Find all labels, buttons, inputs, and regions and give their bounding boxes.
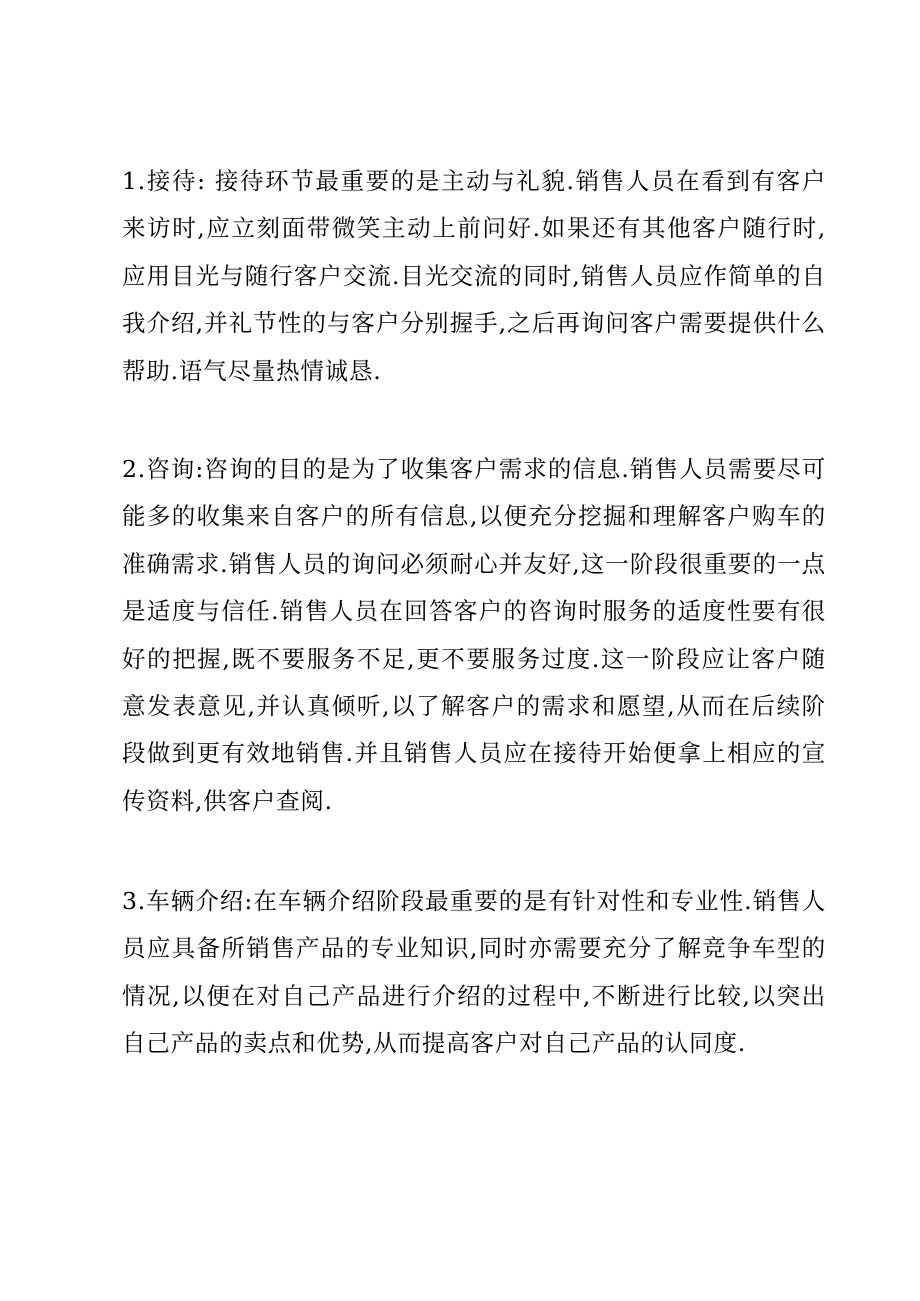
paragraph-reception: 1.接待: 接待环节最重要的是主动与礼貌.销售人员在看到有客户来访时,应立刻面带微笑主动上前问好.如果还有其他客户随行时,应用目光与随行客户交流.目光交流的同时,销售人员应作简单的自我介绍,并礼节性的与客户分别握手,之后再询问客户需要提供什么帮助.语气尽量热情诚恳. bbox=[122, 167, 826, 385]
paragraph-vehicle-introduction: 3.车辆介绍:在车辆介绍阶段最重要的是有针对性和专业性.销售人员应具备所销售产品的专业知识,同时亦需要充分了解竞争车型的情况,以便在对自己产品进行介绍的过程中,不断进行比较,以突出自己产品的卖点和优势,从而提高客户对自己产品的认同度. bbox=[122, 887, 826, 1058]
paragraph-consultation: 2.咨询:咨询的目的是为了收集客户需求的信息.销售人员需要尽可能多的收集来自客户的所有信息,以便充分挖掘和理解客户购车的准确需求.销售人员的询问必须耐心并友好,这一阶段很重要的一点是适度与信任.销售人员在回答客户的咨询时服务的适度性要有很好的把握,既不要服务不足,更不要服务过度.这一阶段应让客户随意发表意见,并认真倾听,以了解客户的需求和愿望,从而在后续阶段做到更有效地销售.并且销售人员应在接待开始便拿上相应的宣传资料,供客户查阅. bbox=[122, 455, 826, 815]
